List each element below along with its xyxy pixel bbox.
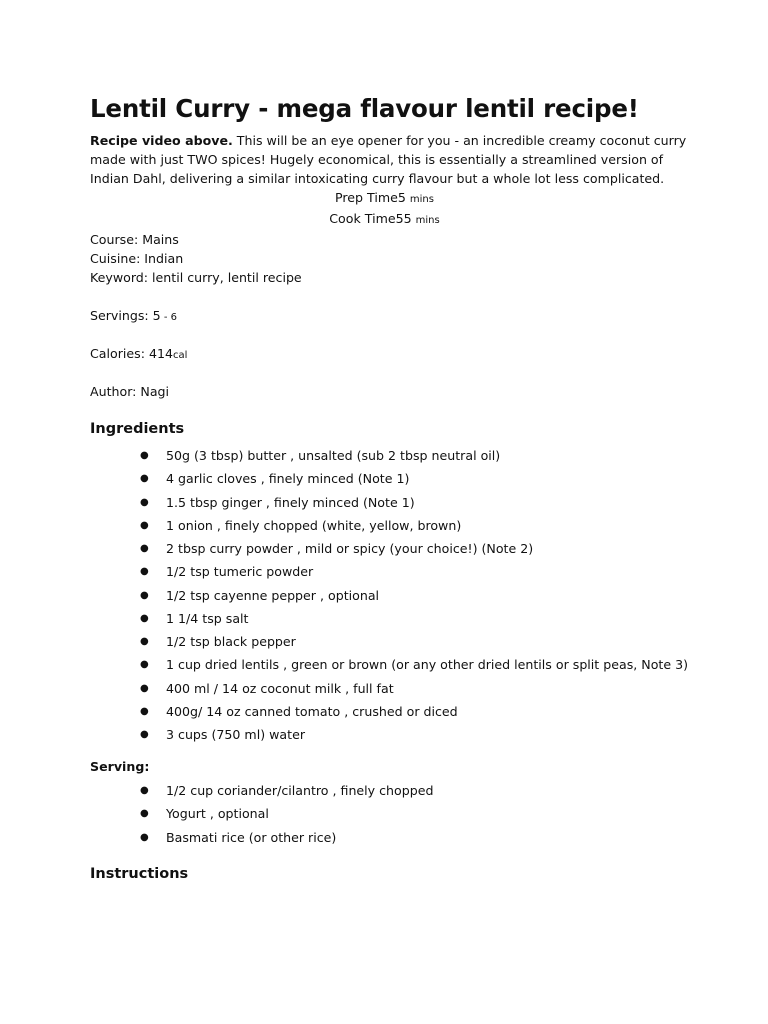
bullet-icon: ● xyxy=(140,543,149,554)
cuisine: Cuisine: Indian xyxy=(90,251,184,266)
prep-time-unit: mins xyxy=(409,194,434,205)
bullet-icon: ● xyxy=(140,705,149,717)
list-item xyxy=(138,779,698,802)
ingredient-text: 400g/ 14 oz canned tomato , crushed or diced xyxy=(166,703,458,719)
list-item xyxy=(138,467,698,490)
list-item xyxy=(138,584,698,607)
list-item xyxy=(138,444,698,467)
cook-time-value: 55 xyxy=(395,211,412,226)
list-item xyxy=(138,607,698,630)
prep-time-value: 5 xyxy=(397,190,406,205)
serving-text: Basmati rice (or other rice) xyxy=(166,829,337,845)
ingredient-text: 1 onion , finely chopped (white, yellow, brown) xyxy=(166,517,462,533)
ingredient-text: 3 cups (750 ml) water xyxy=(166,727,305,742)
list-item xyxy=(138,826,698,849)
ingredients-list xyxy=(138,444,698,746)
prep-time-label: Prep Time xyxy=(335,190,398,205)
bullet-icon: ● xyxy=(140,808,149,820)
calories xyxy=(90,344,187,365)
calories-unit: cal xyxy=(173,350,188,361)
bullet-icon: ● xyxy=(140,589,149,601)
bullet-icon: ● xyxy=(140,473,149,485)
cook-time-unit: mins xyxy=(415,215,440,226)
ingredients-heading: Ingredients xyxy=(90,421,185,437)
keyword: Keyword: lentil curry, lentil recipe xyxy=(90,270,302,285)
bullet-icon: ● xyxy=(140,566,149,578)
list-item xyxy=(138,537,698,560)
bullet-icon: ● xyxy=(140,785,149,796)
serving-text: 1/2 cup coriander/cilantro , finely chopped xyxy=(166,783,434,798)
list-item xyxy=(138,802,698,825)
instructions-heading: Instructions xyxy=(90,866,189,882)
intro-lead: Recipe video above. xyxy=(90,133,233,148)
bullet-icon: ● xyxy=(140,450,149,461)
bullet-icon: ● xyxy=(140,612,149,624)
list-item xyxy=(138,653,698,676)
bullet-icon: ● xyxy=(140,659,149,671)
bullet-icon: ● xyxy=(140,729,149,740)
list-item xyxy=(138,560,698,583)
intro-text: This will be an eye opener for you - an incredible creamy coconut curry made with just TWO spices! Hugely economical, this is essentially a streamlined version of Indian Dahl, delivering a similar intoxicating curry flavour but a whole lot less complicated. xyxy=(90,133,687,186)
ingredient-text: 400 ml / 14 oz coconut milk , full fat xyxy=(166,680,394,696)
ingredient-text: 1 1/4 tsp salt xyxy=(166,610,249,626)
servings-label: Servings: 5 xyxy=(90,308,161,323)
list-item xyxy=(138,700,698,723)
author: Author: Nagi xyxy=(90,384,170,399)
serving-text: Yogurt , optional xyxy=(166,806,269,822)
ingredient-text: 4 garlic cloves , finely minced (Note 1) xyxy=(166,471,410,487)
ingredient-text: 50g (3 tbsp) butter , unsalted (sub 2 tbsp neutral oil) xyxy=(166,448,501,463)
ingredient-text: 1/2 tsp cayenne pepper , optional xyxy=(166,587,380,603)
cook-time-label: Cook Time xyxy=(329,211,396,226)
list-item xyxy=(138,630,698,653)
serving-heading: Serving: xyxy=(90,759,150,774)
serving-list xyxy=(138,779,698,849)
servings-range: - 6 xyxy=(160,312,177,323)
bullet-icon: ● xyxy=(140,519,149,531)
prep-time xyxy=(90,188,679,209)
recipe-intro xyxy=(90,131,690,188)
course: Course: Mains xyxy=(90,232,179,247)
calories-label: Calories: 414 xyxy=(90,346,173,361)
bullet-icon: ● xyxy=(140,496,149,508)
list-item xyxy=(138,514,698,537)
ingredient-text: 1.5 tbsp ginger , finely minced (Note 1) xyxy=(166,494,415,510)
list-item xyxy=(138,491,698,514)
servings xyxy=(90,306,177,327)
ingredient-text: 2 tbsp curry powder , mild or spicy (your choice!) (Note 2) xyxy=(166,541,534,556)
bullet-icon: ● xyxy=(140,831,149,843)
recipe-times xyxy=(90,188,679,230)
ingredient-text: 1/2 tsp black pepper xyxy=(166,634,296,649)
bullet-icon: ● xyxy=(140,636,149,647)
list-item xyxy=(138,723,698,746)
cook-time xyxy=(90,209,679,230)
ingredient-text: 1 cup dried lentils , green or brown (or any other dried lentils or split peas, Note 3) xyxy=(166,657,689,673)
recipe-title: Lentil Curry - mega flavour lentil recipe! xyxy=(90,94,639,123)
bullet-icon: ● xyxy=(140,682,149,694)
ingredient-text: 1/2 tsp tumeric powder xyxy=(166,564,314,580)
list-item xyxy=(138,677,698,700)
